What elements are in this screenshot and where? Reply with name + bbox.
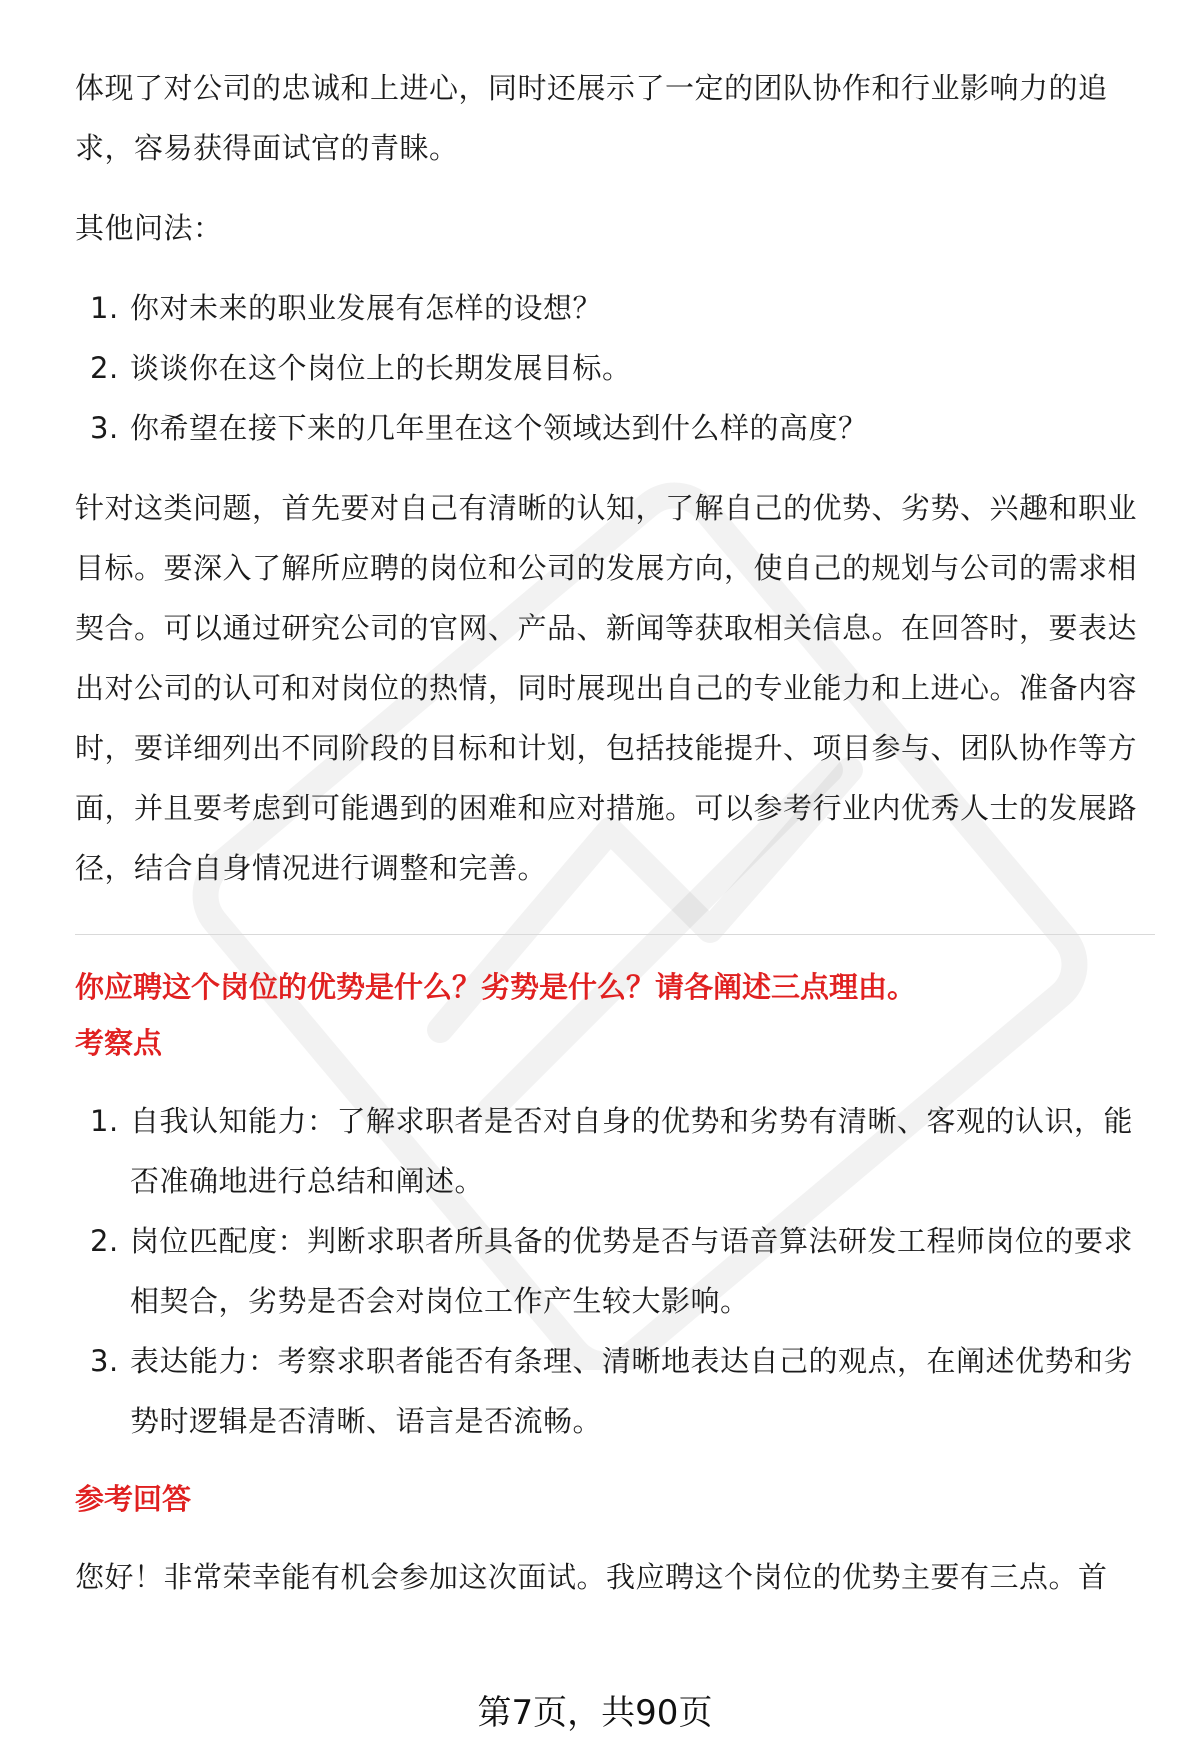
answer-heading: 参考回答 xyxy=(75,1482,192,1516)
list-item-number: 3. xyxy=(90,411,119,445)
list-item-text: 表达能力：考察求职者能否有条理、清晰地表达自己的观点，在阐述优势和劣势时逻辑是否清晰、语言是否流畅。 xyxy=(130,1344,1134,1438)
list-item-text: 你希望在接下来的几年里在这个领域达到什么样的高度？ xyxy=(130,411,868,445)
list-item xyxy=(75,398,1155,458)
intro-paragraph: 体现了对公司的忠诚和上进心，同时还展示了一定的团队协作和行业影响力的追求，容易获得面试官的青睐。 xyxy=(75,71,1108,165)
list-item xyxy=(75,338,1155,398)
list-item-text: 你对未来的职业发展有怎样的设想？ xyxy=(130,291,603,325)
list-item-text: 岗位匹配度：判断求职者所具备的优势是否与语音算法研发工程师岗位的要求相契合，劣势是否会对岗位工作产生较大影响。 xyxy=(130,1224,1134,1318)
section-divider xyxy=(75,934,1155,935)
list-item-text: 自我认知能力：了解求职者是否对自身的优势和劣势有清晰、客观的认识，能否准确地进行总结和阐述。 xyxy=(130,1104,1134,1198)
focus-heading: 考察点 xyxy=(75,1026,163,1060)
list-item-text: 谈谈你在这个岗位上的长期发展目标。 xyxy=(130,351,632,385)
list-item xyxy=(75,1331,1155,1451)
list-item-number: 2. xyxy=(90,1224,119,1258)
list-item-number: 1. xyxy=(90,1104,119,1138)
page-number: 第7页，共90页 xyxy=(477,1693,713,1733)
other-asks-list xyxy=(75,278,1155,458)
focus-list xyxy=(75,1091,1155,1451)
advice-paragraph: 针对这类问题，首先要对自己有清晰的认知，了解自己的优势、劣势、兴趣和职业目标。要深入了解所应聘的岗位和公司的发展方向，使自己的规划与公司的需求相契合。可以通过研究公司的官网、产品、新闻等获取相关信息。在回答时，要表达出对公司的认可和对岗位的热情，同时展现出自己的专业能力和上进心。准备内容时，要详细列出不同阶段的目标和计划，包括技能提升、项目参与、团队协作等方面，并且要考虑到可能遇到的困难和应对措施。可以参考行业内优秀人士的发展路径，结合自身情况进行调整和完善。 xyxy=(75,491,1138,885)
list-item-number: 3. xyxy=(90,1344,119,1378)
list-item xyxy=(75,278,1155,338)
list-item xyxy=(75,1091,1155,1211)
other-asks-label: 其他问法： xyxy=(75,211,223,245)
list-item-number: 2. xyxy=(90,351,119,385)
list-item xyxy=(75,1211,1155,1331)
question-title: 你应聘这个岗位的优势是什么？劣势是什么？请各阐述三点理由。 xyxy=(75,970,917,1004)
list-item-number: 1. xyxy=(90,291,119,325)
answer-paragraph: 您好！非常荣幸能有机会参加这次面试。我应聘这个岗位的优势主要有三点。首 xyxy=(75,1560,1108,1594)
page-content xyxy=(75,58,1155,1607)
